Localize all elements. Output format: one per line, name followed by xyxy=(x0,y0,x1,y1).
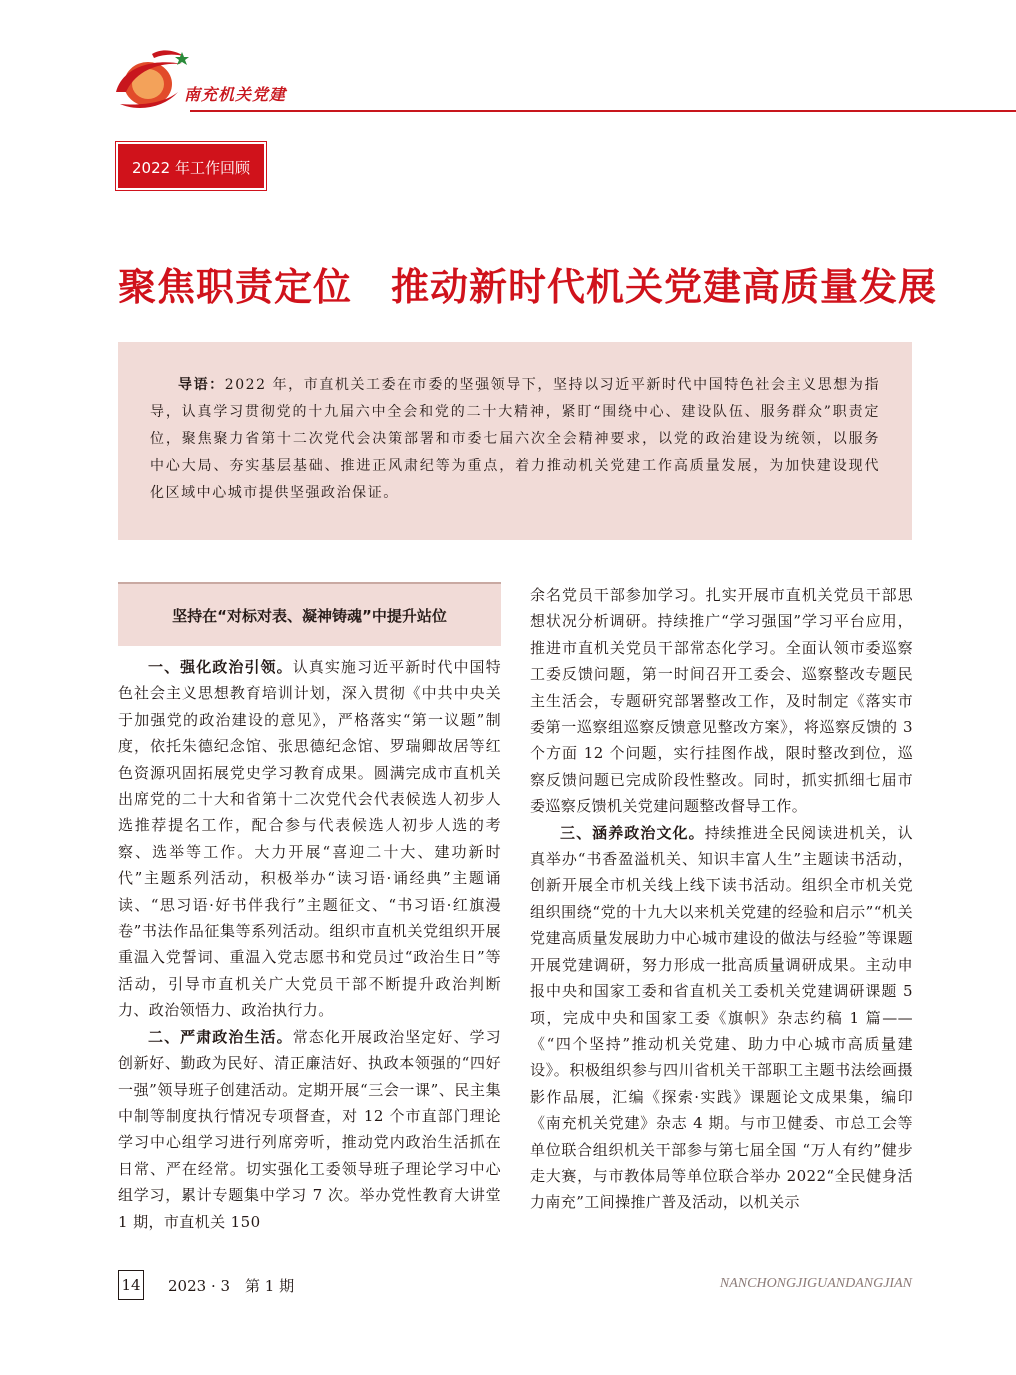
section-tag: 2022 年工作回顾 xyxy=(118,144,264,188)
magazine-name-english: NANCHONGJIGUANDANGJIAN xyxy=(719,1276,912,1291)
paragraph-2-body: 常态化开展政治坚定好、学习创新好、勤政为民好、清正廉洁好、执政本领强的“四好一强”领导班子创建活动。定期开展“三会一课”、民主集中制等制度执行情况专项督查，对 12 个市直部门理论学习中心组学习进行列席旁听，推动党内政治生活抓在日常、严在经常。切实强化工委领导班子理论学习中心组学习，累计专题集中学习 7 次。举办党性教育大讲堂 1 期，市直机关 150 xyxy=(118,1027,501,1231)
magazine-name: 南充机关党建 xyxy=(184,85,287,104)
issue-info: 2023 · 3 第 1 期 xyxy=(168,1277,295,1295)
section-subheading: 坚持在“对标对表、凝神铸魂”中提升站位 xyxy=(118,582,501,646)
paragraph-1 xyxy=(118,654,501,1024)
paragraph-3 xyxy=(530,820,913,1216)
paragraph-2-continued: 余名党员干部参加学习。扎实开展市直机关党员干部思想状况分析调研。持续推广“学习强国”学习平台应用，推进市直机关党员干部常态化学习。全面认领市委巡察工委反馈问题，第一时间召开工委会、巡察整改专题民主生活会，专题研究部署整改工作，及时制定《落实市委第一巡察组巡察反馈意见整改方案》，将巡察反馈的 3 个方面 12 个问题，实行挂图作战，限时整改到位，巡察反馈问题已完成阶段性整改。同时，抓实抓细七届市委巡察反馈机关党建问题整改督导工作。 xyxy=(530,586,913,816)
right-column xyxy=(530,582,913,1216)
paragraph-3-body: 持续推进全民阅读进机关，认真举办“书香盈溢机关、知识丰富人生”主题读书活动，创新开展全市机关线上线下读书活动。组织全市机关党组织围绕“党的十九大以来机关党建的经验和启示”“机关党建高质量发展助力中心城市建设的做法与经验”等课题开展党建调研，努力形成一批高质量调研成果。主动申报中央和国家工委和省直机关工委机关党建调研课题 5 项，完成中央和国家工委《旗帜》杂志约稿 1 篇——《“四个坚持”推动机关党建、助力中心城市高质量建设》。积极组织参与四川省机关干部职工主题书法绘画摄影作品展，汇编《探索·实践》课题论文成果集，编印《南充机关党建》杂志 4 期。与市卫健委、市总工会等单位联合组织机关干部参与第七届全国 “万人有约”健步走大赛，与市教体局等单位联合举办 2022“全民健身活力南充”工间操推广普及活动，以机关示 xyxy=(530,823,913,1212)
paragraph-1-body: 认真实施习近平新时代中国特色社会主义思想教育培训计划，深入贯彻《中共中央关于加强党的政治建设的意见》，严格落实“第一议题”制度，依托朱德纪念馆、张思德纪念馆、罗瑞卿故居等红色资源巩固拓展党史学习教育成果。圆满完成市直机关出席党的二十大和省第十二次党代会代表候选人初步人选推荐提名工作，配合参与代表候选人初步人选的考察、选举等工作。大力开展“喜迎二十大、建功新时代”主题系列活动，积极举办“读习语·诵经典”主题诵读、“思习语·好书伴我行”主题征文、“书习语·红旗漫卷”书法作品征集等系列活动。组织市直机关党组织开展重温入党誓词、重温入党志愿书和党员过“政治生日”等活动，引导市直机关广大党员干部不断提升政治判断力、政治领悟力、政治执行力。 xyxy=(118,658,501,1020)
paragraph-1-lead: 一、强化政治引领。 xyxy=(148,658,293,676)
magazine-logo xyxy=(112,46,192,114)
paragraph-3-lead: 三、涵养政治文化。 xyxy=(560,823,705,842)
paragraph-2 xyxy=(118,1024,501,1235)
article-title: 聚焦职责定位 推动新时代机关党建高质量发展 xyxy=(118,265,938,309)
paragraph-2-lead: 二、严肃政治生活。 xyxy=(148,1027,293,1046)
left-column xyxy=(118,582,501,1235)
page-number: 14 xyxy=(118,1270,144,1300)
intro-body: 2022 年，市直机关工委在市委的坚强领导下，坚持以习近平新时代中国特色社会主义思想为指导，认真学习贯彻党的十九届六中全会和党的二十大精神，紧盯“围绕中心、建设队伍、服务群众”职责定位，聚焦聚力省第十二次党代会决策部署和市委七届六次全会精神要求，以党的政治建设为统领，以服务中心大局、夯实基层基础、推进正风肃纪等为重点，着力推动机关党建工作高质量发展，为加快建设现代化区域中心城市提供坚强政治保证。 xyxy=(150,377,880,501)
intro-box xyxy=(118,342,912,540)
header-rule xyxy=(190,110,1016,112)
intro-lead: 导语： xyxy=(178,377,225,393)
